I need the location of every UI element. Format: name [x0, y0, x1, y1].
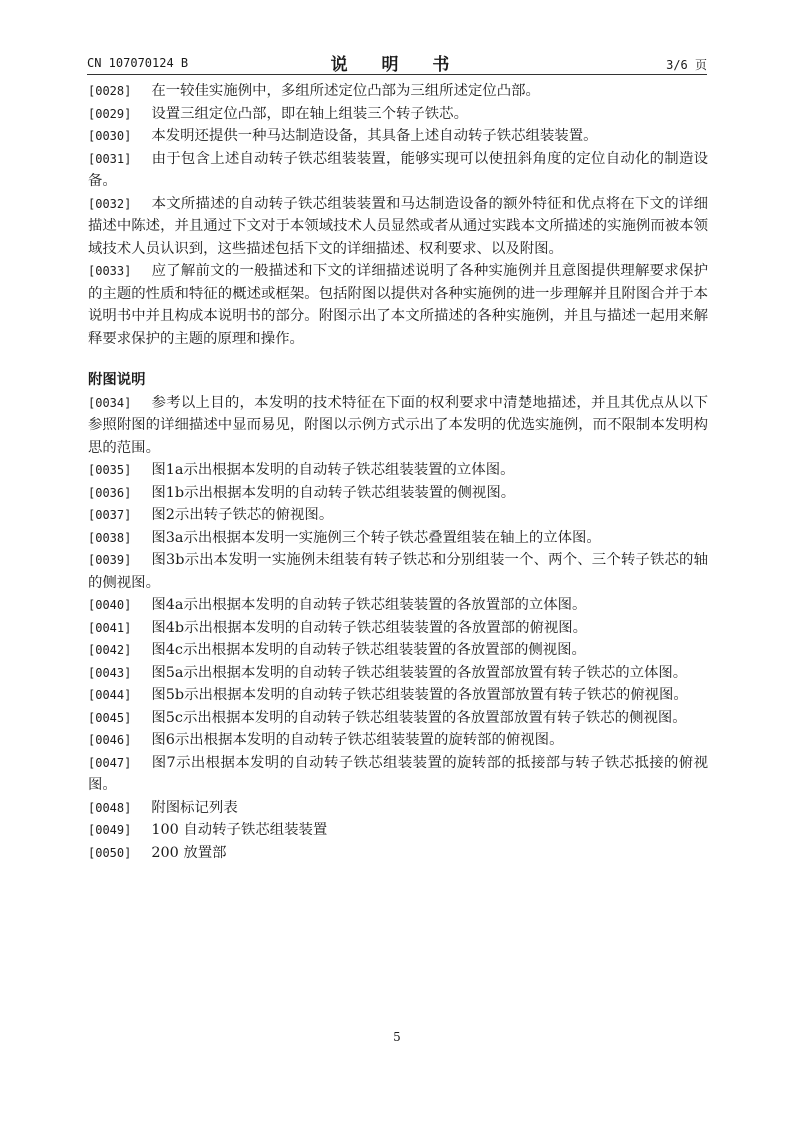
paragraph: [88, 527, 708, 550]
paragraph-number: [0039]: [88, 553, 132, 567]
paragraph-number: [0050]: [88, 845, 132, 860]
patent-number: CN 107070124 B: [87, 56, 189, 70]
paragraph-text: 200 放置部: [151, 844, 227, 861]
paragraph-text: 图1a示出根据本发明的自动转子铁芯组装装置的立体图。: [151, 462, 515, 478]
paragraph-text: 图3a示出根据本发明一实施例三个转子铁芯叠置组装在轴上的立体图。: [151, 529, 601, 546]
paragraph-text: 图2示出转子铁芯的俯视图。: [151, 507, 334, 523]
paragraph: [88, 819, 708, 842]
paragraph-text: 图5a示出根据本发明的自动转子铁芯组装装置的各放置部放置有转子铁芯的立体图。: [151, 664, 688, 681]
paragraph-number: [0035]: [88, 463, 132, 477]
paragraph: [88, 459, 708, 482]
paragraph-number: [0049]: [88, 823, 132, 837]
paragraph-number: [0045]: [88, 710, 132, 725]
paragraph-text: 应了解前文的一般描述和下文的详细描述说明了各种实施例并且意图提供理解要求保护的主题的性质和特征的概述或框架。包括附图以提供对各种实施例的进一步理解并且附图合并于本说明书中并且构成本说明书的部分。附图示出了本文所描述的各种实施例，并且与描述一起用来解释要求保护的主题的原理和操作。: [88, 263, 708, 347]
paragraph: [88, 707, 708, 730]
paragraph-text: 图5b示出根据本发明的自动转子铁芯组装装置的各放置部放置有转子铁芯的俯视图。: [151, 687, 688, 703]
paragraph: [88, 80, 708, 103]
paragraph-text: 图6示出根据本发明的自动转子铁芯组装装置的旋转部的俯视图。: [151, 732, 564, 748]
paragraph: [88, 193, 708, 261]
paragraph-text: 设置三组定位凸部，即在轴上组装三个转子铁芯。: [151, 105, 468, 122]
document-body: [88, 80, 708, 864]
paragraph-number: [0028]: [88, 84, 132, 98]
paragraph-text: 由于包含上述自动转子铁芯组装装置，能够实现可以使扭斜角度的定位自动化的制造设备。: [88, 150, 708, 189]
paragraph-number: [0047]: [88, 755, 132, 770]
paragraph-text: 本文所描述的自动转子铁芯组装装置和马达制造设备的额外特征和优点将在下文的详细描述中陈述，并且通过下文对于本领域技术人员显然或者从通过实践本文所描述的实施例而被本领域技术人员认识到，这些描述包括下文的详细描述、权利要求、以及附图。: [88, 195, 708, 257]
paragraph: [88, 729, 708, 752]
paragraph-number: [0037]: [88, 508, 132, 522]
paragraph-group-bottom: [88, 392, 708, 865]
paragraph: [88, 549, 708, 594]
paragraph: [88, 842, 708, 865]
paragraph-text: 本发明还提供一种马达制造设备，其具备上述自动转子铁芯组装装置。: [151, 128, 598, 144]
paragraph-text: 图4b示出根据本发明的自动转子铁芯组装装置的各放置部的俯视图。: [151, 619, 588, 636]
paragraph-number: [0048]: [88, 800, 132, 815]
paragraph: [88, 797, 708, 820]
document-title: 说 明 书: [330, 55, 464, 75]
paragraph: [88, 148, 708, 193]
paragraph-number: [0041]: [88, 620, 132, 635]
paragraph-text: 在一较佳实施例中，多组所述定位凸部为三组所述定位凸部。: [151, 83, 540, 99]
paragraph-text: 附图标记列表: [151, 799, 238, 816]
paragraph-number: [0033]: [88, 264, 132, 278]
paragraph-group-top: [88, 80, 708, 350]
paragraph: [88, 103, 708, 126]
paragraph: [88, 617, 708, 640]
header-rule: [87, 74, 707, 75]
section-gap: [88, 350, 708, 369]
paragraph-text: 图3b示出本发明一实施例未组装有转子铁芯和分别组装一个、两个、三个转子铁芯的轴的侧视图。: [88, 552, 708, 591]
paragraph-text: 图5c示出根据本发明的自动转子铁芯组装装置的各放置部放置有转子铁芯的侧视图。: [151, 709, 687, 726]
paragraph-number: [0046]: [88, 733, 132, 747]
paragraph-number: [0030]: [88, 129, 132, 143]
paragraph: [88, 125, 708, 148]
paragraph-number: [0036]: [88, 485, 132, 500]
paragraph-text: 图4a示出根据本发明的自动转子铁芯组装装置的各放置部的立体图。: [151, 597, 587, 613]
paragraph-text: 参考以上目的，本发明的技术特征在下面的权利要求中清楚地描述，并且其优点从以下参照附图的详细描述中显而易见，附图以示例方式示出了本发明的优选实施例，而不限制本发明构思的范围。: [88, 394, 708, 456]
paragraph: [88, 392, 708, 460]
paragraph-number: [0031]: [88, 151, 132, 166]
paragraph-text: 图1b示出根据本发明的自动转子铁芯组装装置的侧视图。: [151, 484, 516, 501]
paragraph: [88, 260, 708, 350]
paragraph: [88, 639, 708, 662]
section-title: 附图说明: [88, 371, 146, 388]
paragraph-text: 100 自动转子铁芯组装装置: [151, 822, 328, 838]
paragraph-number: [0038]: [88, 530, 132, 545]
paragraph-number: [0040]: [88, 598, 132, 612]
page-footer: [0, 1030, 794, 1044]
page-indicator: 3/6 页: [666, 58, 707, 72]
paragraph-number: [0034]: [88, 395, 132, 410]
page-header: [87, 50, 707, 75]
paragraph-number: [0032]: [88, 196, 132, 211]
paragraph-text: 图7示出根据本发明的自动转子铁芯组装装置的旋转部的抵接部与转子铁芯抵接的俯视图。: [88, 754, 708, 793]
paragraph-text: 图4c示出根据本发明的自动转子铁芯组装装置的各放置部的侧视图。: [151, 642, 586, 658]
paragraph-number: [0042]: [88, 643, 132, 657]
paragraph: [88, 594, 708, 617]
paragraph: [88, 684, 708, 707]
paragraph: [88, 752, 708, 797]
paragraph-number: [0029]: [88, 106, 132, 121]
paragraph: [88, 662, 708, 685]
footer-page-number: 5: [393, 1030, 401, 1044]
paragraph-number: [0043]: [88, 665, 132, 680]
paragraph-number: [0044]: [88, 688, 132, 702]
paragraph: [88, 504, 708, 527]
paragraph: [88, 482, 708, 505]
